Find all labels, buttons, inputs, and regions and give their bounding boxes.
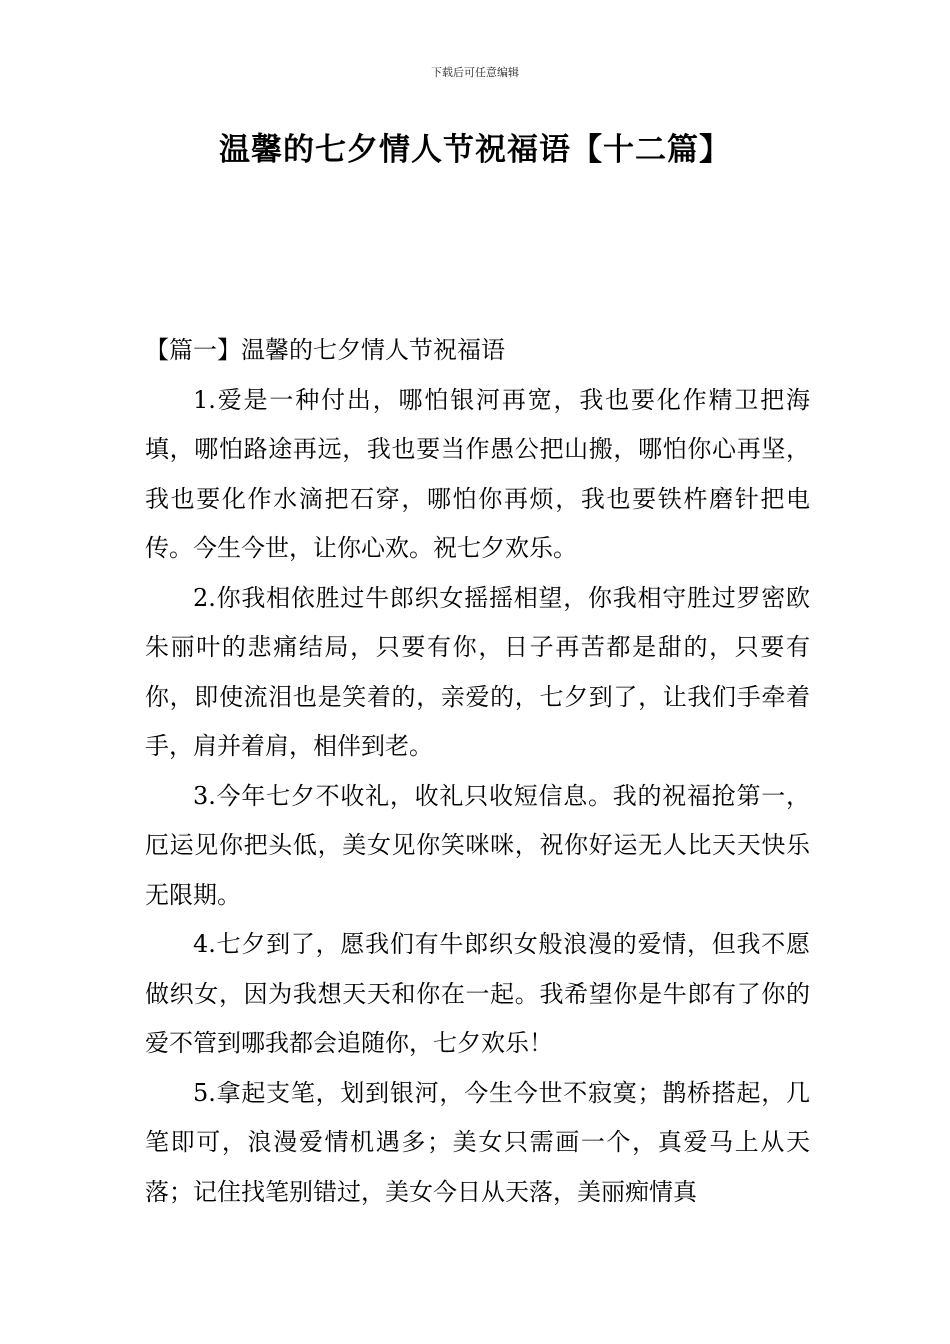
paragraph-1: 1.爱是一种付出，哪怕银河再宽，我也要化作精卫把海填，哪怕路途再远，我也要当作愚公把山搬，哪怕你心再坚，我也要化作水滴把石穿，哪怕你再烦，我也要铁杵磨针把电传。今生今世，让你心欢。祝七夕欢乐。 <box>145 385 810 562</box>
header-note: 下载后可任意编辑 <box>431 66 519 79</box>
document-body <box>145 326 810 1217</box>
section-heading: 【篇一】温馨的七夕情人节祝福语 <box>145 336 505 364</box>
paragraph-4: 4.七夕到了，愿我们有牛郎织女般浪漫的爱情，但我不愿做织女，因为我想天天和你在一起。我希望你是牛郎有了你的爱不管到哪我都会追随你，七夕欢乐！ <box>145 930 810 1057</box>
paragraph-3: 3.今年七夕不收礼，收礼只收短信息。我的祝福抢第一，厄运见你把头低，美女见你笑咪咪，祝你好运无人比天天快乐无限期。 <box>145 781 810 909</box>
document-title: 温馨的七夕情人节祝福语【十二篇】 <box>219 132 731 168</box>
paragraph-5: 5.拿起支笔，划到银河，今生今世不寂寞；鹊桥搭起，几笔即可，浪漫爱情机遇多；美女只需画一个，真爱马上从天落；记住找笔别错过，美女今日从天落，美丽痴情真 <box>145 1078 810 1206</box>
paragraph-2: 2.你我相依胜过牛郎织女摇摇相望，你我相守胜过罗密欧朱丽叶的悲痛结局，只要有你，日子再苦都是甜的，只要有你，即使流泪也是笑着的，亲爱的，七夕到了，让我们手牵着手，肩并着肩，相伴到老。 <box>145 583 810 760</box>
